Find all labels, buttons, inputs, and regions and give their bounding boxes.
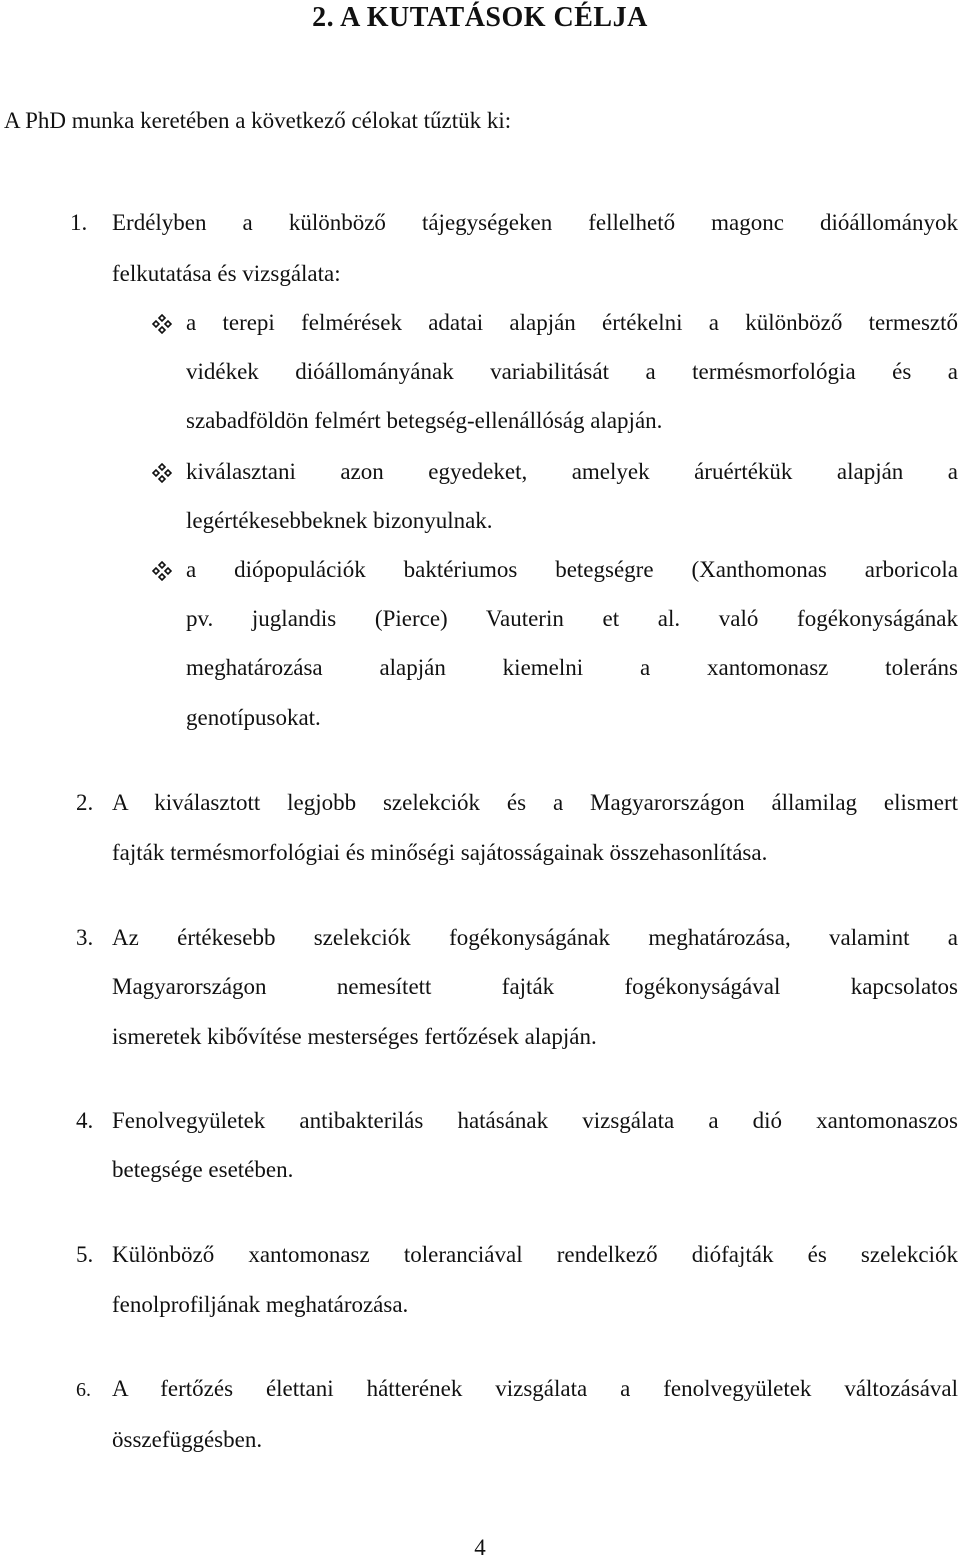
goal-1-line-1: Erdélyben a különböző tájegységeken fellelhető magonc dióállományok (112, 210, 958, 235)
page-number: 4 (474, 1535, 486, 1560)
goal-2-line-2: fajták termésmorfológiai és minőségi sajátosságainak összehasonlítása. (112, 840, 768, 865)
goal-5-line-1: Különböző xantomonasz toleranciával rendelkező diófajták és szelekciók (112, 1242, 958, 1267)
bullet-3-line-1: a diópopulációk baktériumos betegségre (Xanthomonas arboricola (186, 557, 958, 582)
goal-6-line-2: összefüggésben. (112, 1427, 263, 1452)
goal-2-line-1: A kiválasztott legjobb szelekciók és a Magyarországon államilag elismert (112, 790, 958, 815)
goal-5-line-2: fenolprofiljának meghatározása. (112, 1292, 409, 1317)
bullet-3-line-4: genotípusokat. (186, 705, 321, 730)
goal-4-line-2: betegsége esetében. (112, 1157, 294, 1182)
goal-3-line-3: ismeretek kibővítése mesterséges fertőzések alapján. (112, 1024, 597, 1049)
section-heading: 2. A KUTATÁSOK CÉLJA (312, 2, 648, 33)
goal-4-number: 4. (76, 1108, 94, 1133)
bullet-1-line-1: a terepi felmérések adatai alapján értékelni a különböző termesztő (186, 310, 958, 335)
diamond-bullet-icon (152, 463, 172, 483)
intro-sentence: A PhD munka keretében a következő célokat tűztük ki: (4, 108, 512, 133)
goal-3-line-1: Az értékesebb szelekciók fogékonyságának meghatározása, valamint a (112, 925, 958, 950)
goal-1-number: 1. (70, 210, 88, 235)
bullet-2-line-2: legértékesebbeknek bizonyulnak. (186, 508, 493, 533)
diamond-bullet-icon (152, 314, 172, 334)
goal-6-line-1: A fertőzés élettani hátterének vizsgálata a fenolvegyületek változásával (112, 1376, 958, 1401)
bullet-2-line-1: kiválasztani azon egyedeket, amelyek áruértékük alapján a (186, 459, 958, 484)
diamond-bullet-icon (152, 561, 172, 581)
goal-1-line-2: felkutatása és vizsgálata: (112, 261, 341, 286)
goal-4-line-1: Fenolvegyületek antibakterilás hatásának vizsgálata a dió xantomonaszos (112, 1108, 958, 1133)
goal-3-line-2: Magyarországon nemesített fajták fogékonyságával kapcsolatos (112, 974, 958, 999)
goal-6-number: 6. (76, 1379, 91, 1401)
goal-2-number: 2. (76, 790, 94, 815)
goal-5-number: 5. (76, 1242, 94, 1267)
bullet-1-line-3: szabadföldön felmért betegség-ellenállóság alapján. (186, 408, 663, 433)
goal-3-number: 3. (76, 925, 94, 950)
bullet-1-line-2: vidékek dióállományának variabilitását a termésmorfológia és a (186, 359, 958, 384)
bullet-3-line-2: pv. juglandis (Pierce) Vauterin et al. való fogékonyságának (186, 606, 958, 631)
bullet-3-line-3: meghatározása alapján kiemelni a xantomonasz toleráns (186, 655, 958, 680)
